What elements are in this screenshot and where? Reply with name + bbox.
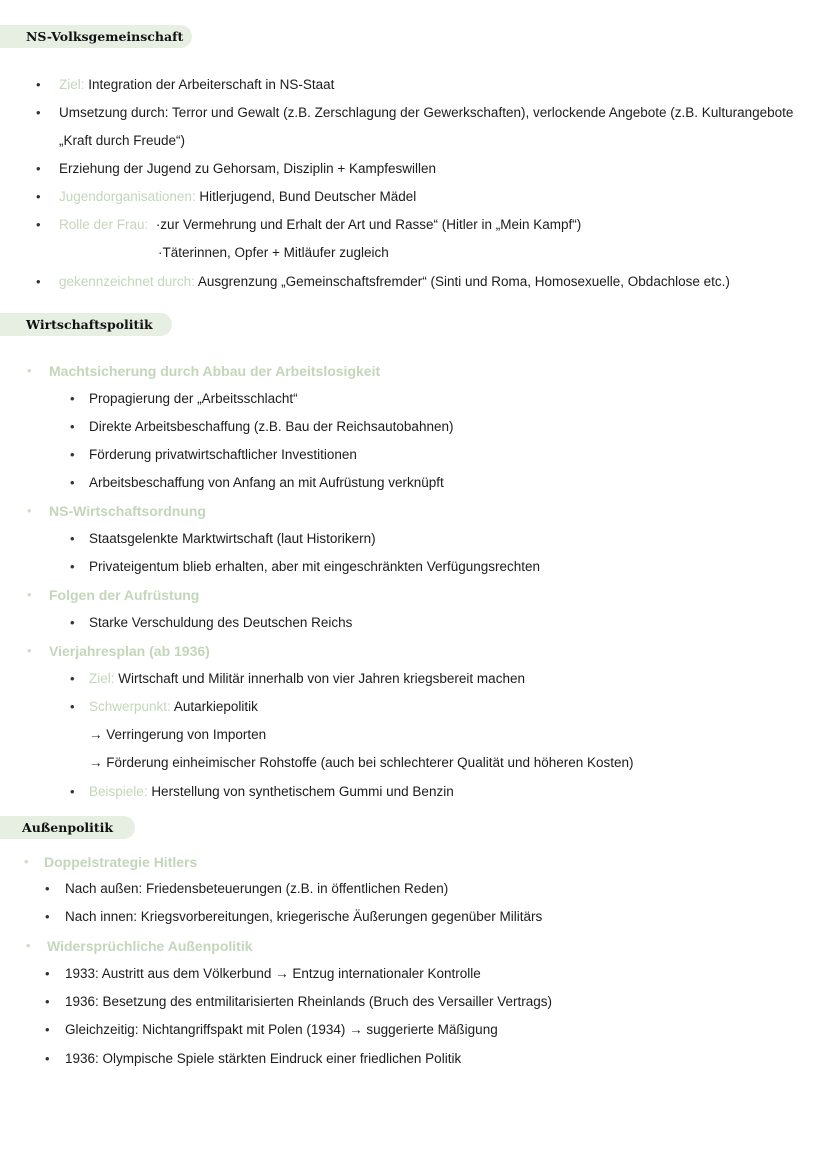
item-text: Autarkiepolitik [173,699,258,714]
list-item: Nach innen: Kriegsvorbereitungen, kriegerische Äußerungen gegenüber Militärs [65,909,543,924]
item-text: Ausgrenzung „Gemeinschaftsfremder“ (Sinti und Roma, Homosexuelle, Obdachlose etc.) [197,274,730,289]
list-item [89,698,258,716]
bullet: • [36,189,41,204]
bullet: • [45,909,50,924]
item-text: Hitlerjugend, Bund Deutscher Mädel [199,189,417,204]
topic-heading: Machtsicherung durch Abbau der Arbeitslosigkeit [49,363,381,379]
list-item [59,160,436,178]
bullet: • [45,1051,50,1066]
list-item: Direkte Arbeitsbeschaffung (z.B. Bau der Reichsautobahnen) [89,419,454,434]
item-label: Rolle der Frau: [59,217,149,232]
topic-heading: Doppelstrategie Hitlers [44,854,198,870]
item-text: ·Täterinnen, Opfer + Mitläufer zugleich [158,245,389,260]
bullet: • [70,475,75,490]
item-text: „Kraft durch Freude“) [59,133,186,148]
bullet: • [70,615,75,630]
list-item: Förderung privatwirtschaftlicher Investitionen [89,447,357,462]
item-label: gekennzeichnet durch: [59,274,195,289]
item-label: Schwerpunkt: [89,699,171,714]
list-item [59,273,730,291]
item-label: Jugendorganisationen: [59,189,196,204]
bullet: • [26,938,31,953]
list-item: Gleichzeitig: Nichtangriffspakt mit Polen (1934) → suggerierte Mäßigung [65,1022,498,1037]
bullet: • [36,105,41,120]
topic-heading: NS-Wirtschaftsordnung [49,503,206,519]
list-item [59,216,581,234]
list-item: Starke Verschuldung des Deutschen Reichs [89,615,353,630]
topic-heading: Vierjahresplan (ab 1936) [49,643,210,659]
item-text: Umsetzung durch: Terror und Gewalt (z.B. Zerschlagung der Gewerkschaften), verlockende Angebote (z.B. Kulturangebote [59,105,794,120]
topic-heading: Folgen der Aufrüstung [49,587,200,603]
bullet: • [45,994,50,1009]
list-item-continuation [59,132,185,150]
list-item-sub: → Verringerung von Importen [89,727,267,742]
item-label: Beispiele: [89,784,148,799]
bullet: • [70,559,75,574]
bullet: • [70,671,75,686]
bullet: • [70,531,75,546]
list-item-continuation [158,244,389,262]
bullet: • [45,881,50,896]
bullet: • [70,699,75,714]
bullet: • [27,363,32,378]
list-item: Privateigentum blieb erhalten, aber mit eingeschränkten Verfügungsrechten [89,559,541,574]
list-item [59,76,334,94]
bullet: • [70,419,75,434]
section-title-wirtschaftspolitik: Wirtschaftspolitik [0,313,172,336]
item-text: Herstellung von synthetischem Gummi und Benzin [151,784,454,799]
list-item: Nach außen: Friedensbeteuerungen (z.B. in öffentlichen Reden) [65,881,449,896]
bullet: • [27,587,32,602]
list-item [59,188,416,206]
item-label: Ziel: [89,671,115,686]
bullet: • [36,217,41,232]
list-item [59,104,793,122]
list-item: 1936: Olympische Spiele stärkten Eindruck einer friedlichen Politik [65,1051,462,1066]
section-title-aussenpolitik: Außenpolitik [0,816,135,839]
bullet: • [36,274,41,289]
section-title-volksgemeinschaft: NS-Volksgemeinschaft [0,25,192,48]
list-item [89,670,525,688]
list-item: Propagierung der „Arbeitsschlacht“ [89,391,298,406]
list-item: Staatsgelenkte Marktwirtschaft (laut Historikern) [89,531,376,546]
list-item: 1936: Besetzung des entmilitarisierten Rheinlands (Bruch des Versailler Vertrags) [65,994,553,1009]
list-item: Arbeitsbeschaffung von Anfang an mit Aufrüstung verknüpft [89,475,444,490]
bullet: • [36,77,41,92]
bullet: • [70,447,75,462]
bullet: • [45,1022,50,1037]
bullet: • [36,161,41,176]
bullet: • [70,391,75,406]
item-label: Ziel: [59,77,85,92]
list-item: 1933: Austritt aus dem Völkerbund → Entzug internationaler Kontrolle [65,966,481,981]
bullet: • [45,966,50,981]
list-item-sub: → Förderung einheimischer Rohstoffe (auch bei schlechterer Qualität und höheren Kosten) [89,755,634,770]
item-text: Wirtschaft und Militär innerhalb von vier Jahren kriegsbereit machen [118,671,525,686]
list-item [89,783,454,801]
bullet: • [70,784,75,799]
bullet: • [27,503,32,518]
bullet: • [24,854,29,869]
topic-heading: Widersprüchliche Außenpolitik [47,938,253,954]
item-text: ·zur Vermehrung und Erhalt der Art und Rasse“ (Hitler in „Mein Kampf“) [155,217,582,232]
item-text: Integration der Arbeiterschaft in NS-Staat [88,77,335,92]
item-text: Erziehung der Jugend zu Gehorsam, Disziplin + Kampfeswillen [59,161,437,176]
bullet: • [27,643,32,658]
